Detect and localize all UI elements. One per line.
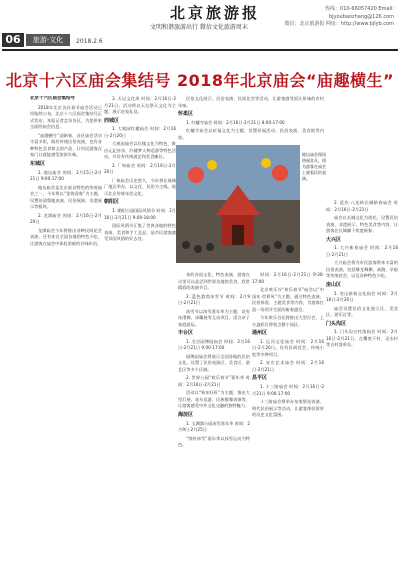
paragraph: 1. 十三陵庙会 时间：2月16日-2月21日 9:00-17:00 — [252, 384, 324, 396]
text-column — [178, 272, 250, 566]
paragraph: 地坛庙会是北京最具特色的传统庙会之一，今年将以“金狗迎春”为主题，设置仿清祭地表演、民俗展演、非遗展示等板块。 — [30, 184, 102, 210]
paragraph: 时间：2月16日-2月21日 9:30-17:00 — [252, 272, 324, 284]
text-column — [104, 96, 176, 566]
paragraph: 2. 延庆·八达岭长城新春庙会 时间：2月16日-2月21日 — [326, 200, 398, 212]
paragraph: “庙趣横生”迎新春，各区庙会活动丰富多彩，既有传统民俗表演，也有各种特色美食和文创产品，让市民游客在家门口就能感受浓浓年味。 — [30, 132, 102, 158]
paragraph: 来的各国文化、特色表演，游客在这里可以品尝到世界各地的美食，欣赏精彩的表演节目。 — [178, 272, 250, 290]
district-heading: 通州区 — [252, 330, 268, 336]
paragraph: 大兴庙会将为市民游客带来丰富的民俗表演，包括舞龙舞狮、高跷、旱船等传统花会，以及各种特色小吃。 — [326, 260, 398, 279]
headline: 北京十六区庙会集结号 2018年北京庙会“庙趣横生” — [5, 71, 395, 90]
issue-date: 2018.2.6 — [76, 38, 103, 45]
contact-line: 微信：北京旅游报 网址：http://www.bjlyb.com — [284, 21, 394, 27]
paragraph: 红螺寺庙会以祈福文化为主题，设置祈福活动、民俗表演、美食街等内容。 — [178, 128, 324, 140]
district-heading: 西城区 — [104, 117, 120, 124]
paragraph: 十三陵庙会将举办皇家祭祀表演、明代民俗展示等活动，让游客体验浓厚的历史文化氛围。 — [252, 399, 324, 417]
paragraph: 2. 世界公园“欢乐春节”嘉年华 时间：2月16日-2月21日 — [178, 375, 250, 387]
paragraph: 2. 蓝色港湾冰雪节 时间：2月9日-2月21日 — [178, 293, 250, 305]
district-heading: 朝阳区 — [104, 199, 120, 206]
district-heading: 东城区 — [30, 160, 46, 167]
masthead: 北京旅游报 — [170, 4, 261, 22]
paragraph: 大观园庙会以红楼文化为特色，推出元妃省亲、红楼梦人物巡游等特色活动，并设有传统游艺和美食摊位。 — [104, 141, 176, 160]
paragraph: 1. 房山新春文化庙会 时间：2月16日-2月20日 — [326, 290, 398, 302]
paragraph: 2. 宋庄艺术庙会 时间：2月16日-2月21日 — [252, 360, 324, 372]
paragraph: 1. 大兴新春庙会 时间：2月16日-2月21日 — [326, 245, 398, 257]
photo-caption: 地坛庙会现场热闹非凡。图为游客在庙会上观看民俗表演。 — [302, 152, 326, 181]
text-column — [30, 96, 102, 566]
paragraph: 今年欢乐谷还将推出大型灯会，上万盏彩灯将装点整个园区。 — [252, 315, 324, 327]
paragraph: 庙会以长城文化为依托，设置民俗表演、非遗展示、特色美食等内容，让游客在长城脚下欢度新春。 — [326, 215, 398, 233]
paragraph: 北京欢乐谷“欢乐春节”庙会以“中国年·世界风”为主题，通过特色表演、民俗体验、主题美食等内容，为游客打造一场别开生面的新春盛会。 — [252, 287, 324, 312]
contact-line: 热线：010-66057420 Email: bjyoubaozhang@126.com — [325, 6, 394, 20]
text-column — [178, 96, 324, 142]
paragraph: 1. 朝阳公园国际风情节 时间：2月16日-2月21日 9:00-18:00 — [104, 208, 176, 220]
district-heading: 大兴区 — [326, 236, 342, 243]
district-heading: 房山区 — [326, 281, 342, 288]
paragraph: 园博园庙会将展示全国各地的民俗文化，设置了民俗表演区、美食区、游艺区等多个区域。 — [178, 353, 250, 372]
paragraph: 国际风情节汇集了世界各地的特色表演、美食和手工艺品，是市民游客感受异国风情的好去处。 — [104, 223, 176, 241]
paragraph: 3. 天坛文化周 时间：2月16日-2月21日，活动将以天坛祭天文化为主题，展示皇家礼仪。 — [104, 96, 176, 114]
text-column — [326, 200, 398, 560]
paragraph: 1. 玉渊潭公园冰雪嘉年华 时间：2月9日-2月25日 — [178, 420, 250, 432]
district-heading: 丰台区 — [178, 330, 194, 336]
paragraph: 1. 红螺寺庙会 时间：2月16日-2月21日 8:00-17:00 — [186, 119, 285, 125]
page-number: 06 — [2, 33, 24, 47]
paragraph: “缤纷冰雪”嘉年华以冰雪运动为特色。 — [178, 435, 250, 447]
temple-fair-illustration — [176, 145, 300, 263]
district-heading: 门头沟区 — [326, 320, 347, 327]
paragraph: 1. 运河文化庙会 时间：2月16日-2月20日，设有民间花会、传统小吃等多种项目。 — [252, 338, 324, 357]
section-label: 旅游·文化 — [26, 34, 70, 46]
paragraph: 1. 北京园博园庙会 时间：2月16日-2月21日 9:00-17:00 — [178, 338, 250, 351]
paragraph: 2. 龙潭庙会 时间：2月16日-2月20日 — [30, 212, 102, 225]
slogan: 文明和谐旅游出行 微信文化旅游周末 — [150, 24, 248, 31]
district-heading: 怀柔区 — [178, 111, 194, 117]
lead-paragraph: 北京十六区庙会集结号 — [30, 96, 75, 101]
district-heading: 海淀区 — [178, 411, 194, 418]
temple-fair-photo — [176, 145, 300, 263]
paragraph: 2. 厂甸庙会 时间：2月16日-2月20日 — [104, 162, 176, 175]
paragraph: 庙会设置民俗文化展示区、美食区、游乐区等。 — [326, 305, 398, 317]
paragraph: 1. 门头沟古村落庙会 时间：2月16日-2月21日，在爨底下村、灵水村等古村落举办。 — [326, 329, 398, 348]
paragraph: 民俗文化展示、民俗表演、民间花会等活动，让游客感受原汁原味的乡村年味。 — [178, 96, 324, 108]
paragraph: 2018年北京各区春节庙会活动已经陆续公布，北京十六区庙会集结号正式发布。本报记者走访各区，为您带来全面的庙会信息。 — [30, 104, 102, 130]
paragraph: 1. 大观园红楼庙会 时间：2月16日-2月20日 — [104, 126, 176, 138]
text-column — [252, 272, 324, 566]
district-heading: 昌平区 — [252, 375, 268, 382]
contact-info — [274, 6, 394, 29]
paragraph: 1. 地坛庙会 时间：2月15日-2月21日 9:00-17:00 — [30, 169, 102, 182]
paragraph: 活动以“狗年旺旺”为主题，推出大型灯展、花车巡游、民族歌舞表演等，让游客感受中外文化交融的独特魅力。 — [178, 390, 250, 409]
header-rule — [2, 49, 398, 51]
paragraph: 厂甸庙会历史悠久，今年将在琉璃厂地区举办，以文化、民俗为主线，展示北京传统年俗文化。 — [104, 177, 176, 196]
page-header — [0, 0, 400, 50]
paragraph: 龙潭庙会今年将推出各种民间花会表演，还有来自全国各地的特色小吃，让游客在庙会中体验浓郁的京味年俗。 — [30, 227, 102, 246]
paragraph: 冰雪节以冰雪嘉年华为主题，设有冰滑梯、冰雕展等互动项目，适合亲子家庭游玩。 — [178, 308, 250, 327]
